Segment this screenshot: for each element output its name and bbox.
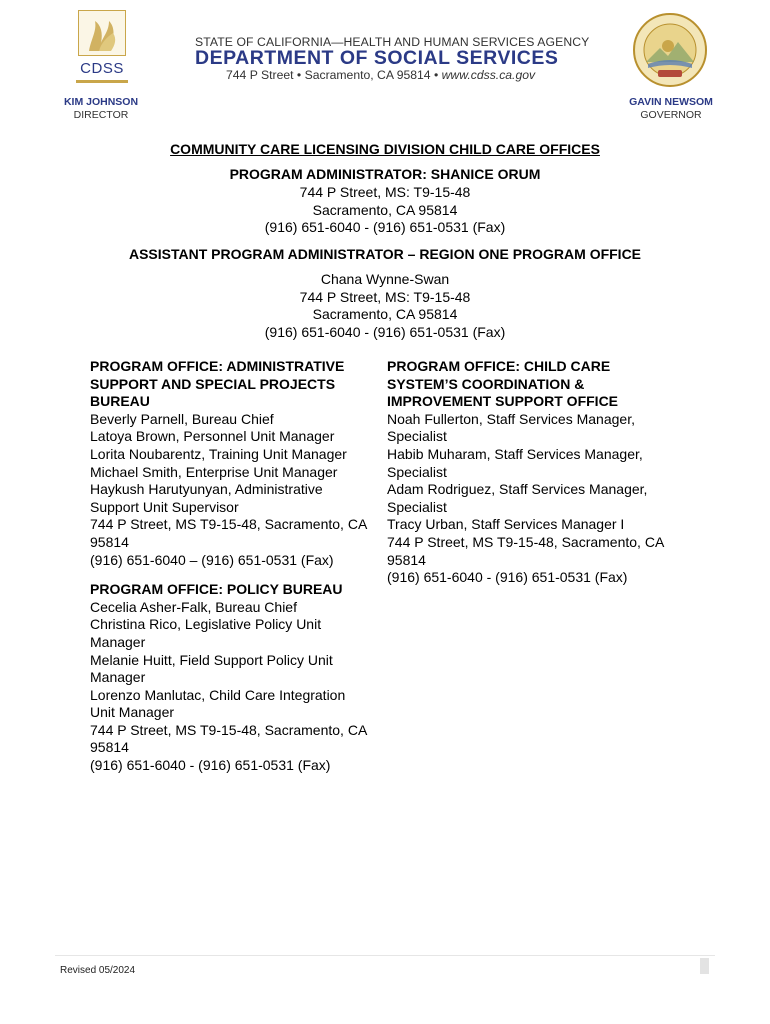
office-line: Melanie Huitt, Field Support Policy Unit Manager (90, 651, 333, 686)
cdss-logo-bar (76, 80, 128, 83)
program-administrator-address (0, 184, 770, 237)
left-column (90, 358, 372, 775)
department-name: DEPARTMENT OF SOCIAL SERVICES (195, 47, 559, 69)
office-section (387, 358, 669, 587)
program-administrator-title: PROGRAM ADMINISTRATOR: SHANICE ORUM (229, 166, 541, 182)
assistant-administrator-details (0, 271, 770, 341)
office-line: Tracy Urban, Staff Services Manager I (387, 516, 625, 533)
office-line: 744 P Street, MS T9-15-48, Sacramento, CA 95814 (90, 516, 367, 550)
cdss-logo (72, 10, 132, 92)
director-name: KIM JOHNSON (63, 96, 139, 108)
office-section (90, 358, 372, 569)
letterhead (0, 0, 770, 130)
governor-name: GAVIN NEWSOM (629, 96, 713, 108)
director-block (56, 96, 146, 121)
governor-block (626, 96, 716, 121)
office-title: PROGRAM OFFICE: CHILD CARE SYSTEM’S COORDINATION & IMPROVEMENT SUPPORT OFFICE (387, 358, 619, 410)
right-column (387, 358, 669, 587)
phone-line: (916) 651-6040 - (916) 651-0531 (Fax) (264, 219, 506, 236)
office-line: Haykush Harutyunyan, Administrative Support Unit Supervisor (90, 481, 323, 515)
page-title: COMMUNITY CARE LICENSING DIVISION CHILD CARE OFFICES (170, 141, 600, 157)
office-title: PROGRAM OFFICE: POLICY BUREAU (90, 581, 343, 598)
office-line: (916) 651-6040 - (916) 651-0531 (Fax) (387, 569, 628, 586)
office-line: (916) 651-6040 - (916) 651-0531 (Fax) (90, 757, 331, 774)
office-line: 744 P Street, MS T9-15-48, Sacramento, CA 95814 (90, 721, 367, 756)
revision-date: Revised 05/2024 (60, 965, 136, 976)
office-line: Lorita Noubarentz, Training Unit Manager (90, 445, 347, 462)
cdss-logo-text: CDSS (80, 60, 124, 77)
office-line: Latoya Brown, Personnel Unit Manager (90, 428, 335, 445)
governor-title: GOVERNOR (640, 109, 702, 121)
address-line: Sacramento, CA 95814 (312, 306, 458, 323)
office-line: Christina Rico, Legislative Policy Unit Manager (90, 616, 322, 650)
cdss-logo-emblem (78, 10, 126, 56)
website-link[interactable]: www.cdss.ca.gov (441, 68, 536, 82)
office-section (90, 581, 372, 775)
office-line: Noah Fullerton, Staff Services Manager, Specialist (387, 410, 635, 445)
assistant-administrator-name: Chana Wynne-Swan (320, 271, 450, 287)
office-title: PROGRAM OFFICE: ADMINISTRATIVE SUPPORT AND SPECIAL PROJECTS BUREAU (90, 358, 345, 410)
office-line: Lorenzo Manlutac, Child Care Integration Unit Manager (90, 686, 346, 721)
office-line: Adam Rodriguez, Staff Services Manager, Specialist (387, 481, 648, 515)
phone-line: (916) 651-6040 - (916) 651-0531 (Fax) (264, 323, 506, 340)
state-seal-icon (632, 12, 708, 88)
office-line: Beverly Parnell, Bureau Chief (90, 410, 274, 427)
office-line: Habib Muharam, Staff Services Manager, Specialist (387, 445, 643, 480)
office-line: (916) 651-6040 – (916) 651-0531 (Fax) (90, 551, 334, 568)
footer-divider (55, 955, 715, 956)
office-line: Michael Smith, Enterprise Unit Manager (90, 463, 338, 480)
office-line: 744 P Street, MS T9-15-48, Sacramento, CA 95814 (387, 533, 664, 568)
agency-name: STATE OF CALIFORNIA—HEALTH AND HUMAN SERVICES AGENCY (195, 35, 590, 49)
page-marker (700, 958, 709, 974)
address-line: 744 P Street, MS: T9-15-48 (299, 184, 471, 200)
address-line: Sacramento, CA 95814 (312, 201, 458, 218)
header-address-text: 744 P Street • Sacramento, CA 95814 • (226, 68, 442, 82)
header-address (226, 68, 535, 82)
director-title: DIRECTOR (73, 109, 129, 121)
address-line: 744 P Street, MS: T9-15-48 (299, 288, 471, 305)
assistant-administrator-title: ASSISTANT PROGRAM ADMINISTRATOR – REGION ONE PROGRAM OFFICE (128, 246, 642, 262)
office-line: Cecelia Asher-Falk, Bureau Chief (90, 598, 297, 615)
